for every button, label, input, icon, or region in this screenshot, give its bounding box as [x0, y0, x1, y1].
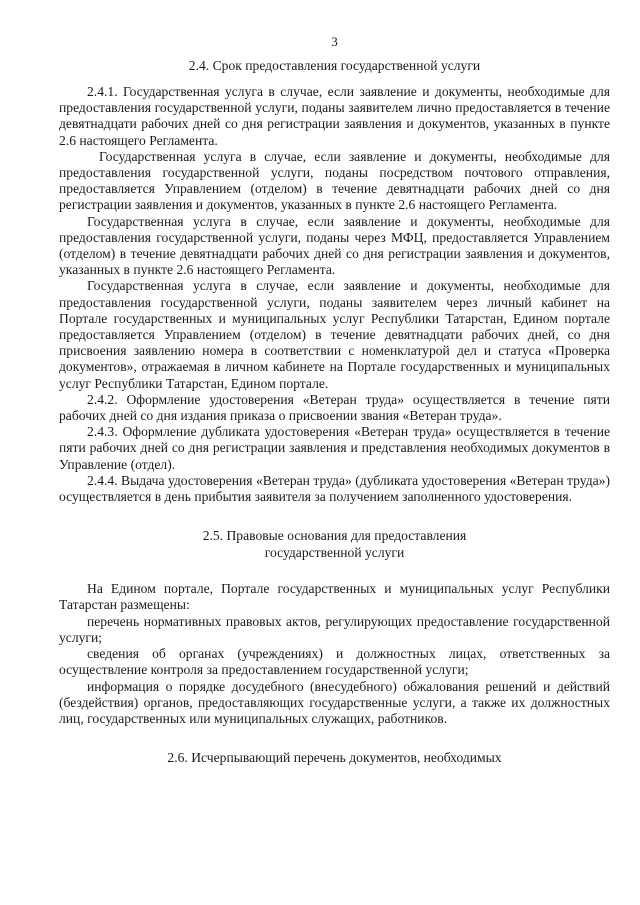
section-2-5-heading-line2: государственной услуги: [264, 545, 405, 561]
paragraph-2-5-acts: перечень нормативных правовых актов, регулирующих предоставление государственной услуги;: [59, 613, 610, 645]
paragraph-2-4-1: 2.4.1. Государственная услуга в случае, если заявление и документы, необходимые для предоставления государственной услуги, поданы заявителем лично предоставляется в течение девятнадцати рабочих дней со дня регистрации заявления и документов, указанных в пункте 2.6 настоящего Регламента.: [59, 84, 610, 148]
section-2-5-body: [59, 581, 610, 727]
section-2-6-heading: 2.6. Исчерпывающий перечень документов, необходимых: [167, 750, 502, 766]
section-2-4-heading: 2.4. Срок предоставления государственной услуги: [188, 58, 481, 73]
paragraph-2-4-4: 2.4.4. Выдача удостоверения «Ветеран труда» (дубликата удостоверения «Ветеран труда») осуществляется в день прибытия заявителя за получением заполненного удостоверения.: [59, 472, 610, 505]
section-2-4-body: [59, 84, 610, 505]
paragraph-2-4-1-portal: Государственная услуга в случае, если заявление и документы, необходимые для предоставления государственной услуги, поданы заявителем через личный кабинет на Портале государственных и муниципальных услуг Республики Татарстан, Едином портале предоставляется Управлением (отделом) в течение девятнадцати рабочих дней, со дня присвоения заявлению номера в соответствии с номенклатурой дел и статуса «Проверка документов», отражаемая в личном кабинете на Портале государственных и муниципальных услуг Республики Татарстан, Едином портале.: [59, 278, 610, 391]
page-number: 3: [331, 34, 338, 49]
paragraph-2-5-bodies: сведения об органах (учреждениях) и должностных лицах, ответственных за осуществление контроля за предоставлением государственной услуги;: [59, 646, 610, 678]
paragraph-2-4-2: 2.4.2. Оформление удостоверения «Ветеран труда» осуществляется в течение пяти рабочих дней со дня издания приказа о присвоении звания «Ветеран труда».: [59, 391, 610, 424]
paragraph-2-4-1-post: Государственная услуга в случае, если заявление и документы, необходимые для предоставления государственной услуги, поданы посредством почтового отправления, предоставляется Управлением (отделом) в течение девятнадцати рабочих дней со дня регистрации заявления и документов, указанных в пункте 2.6 настоящего Регламента.: [59, 148, 610, 213]
paragraph-2-4-1-mfc: Государственная услуга в случае, если заявление и документы, необходимые для предоставления государственной услуги, поданы через МФЦ, предоставляется Управлением (отделом) в течение девятнадцати рабочих дней со дня регистрации заявления и документов, указанных в пункте 2.6 настоящего Регламента.: [59, 213, 610, 278]
paragraph-2-5-appeal: информация о порядке досудебного (внесудебного) обжалования решений и действий (бездействия) органов, предоставляющих государственные услуги, а также их должностных лиц, государственных или муниципальных служащих, работников.: [59, 678, 610, 726]
section-2-5-heading-line1: 2.5. Правовые основания для предоставления: [202, 528, 467, 544]
paragraph-2-5-intro: На Едином портале, Портале государственных и муниципальных услуг Республики Татарстан размещены:: [59, 581, 610, 613]
paragraph-2-4-3: 2.4.3. Оформление дубликата удостоверения «Ветеран труда» осуществляется в течение пяти рабочих дней со дня регистрации заявления и представления необходимых документов в Управление (отдел).: [59, 424, 610, 472]
